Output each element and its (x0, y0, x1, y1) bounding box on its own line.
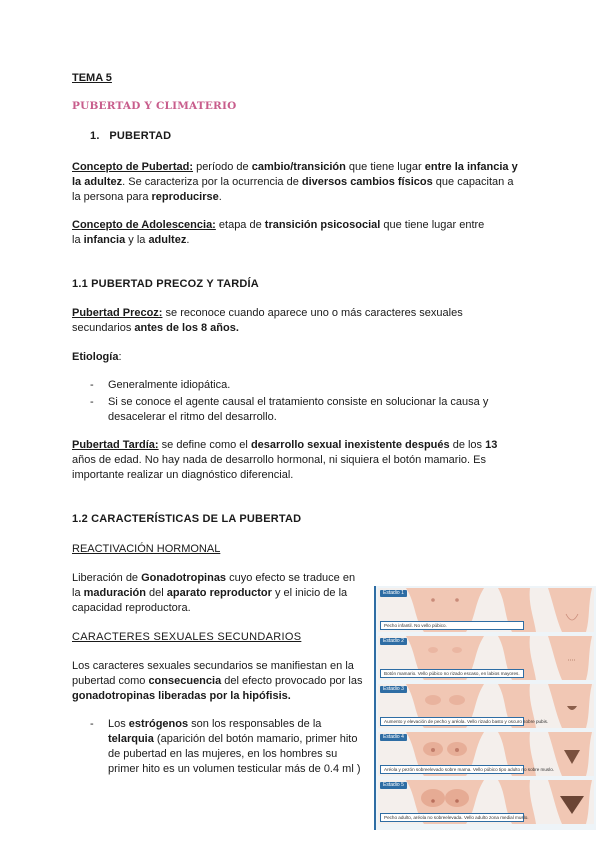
list-item: Si se conoce el agente causal el tratamiento consiste en solucionar la causa y (108, 396, 489, 408)
areola (431, 799, 435, 803)
estrogenos-line-1 (108, 717, 321, 732)
precoz-term: Pubertad Precoz: (72, 307, 163, 319)
list-bullet: - (90, 379, 94, 391)
areola (455, 598, 459, 602)
list-bullet: - (90, 396, 94, 408)
section-1-number: 1. (90, 130, 100, 142)
text: que capacitan a (432, 176, 514, 188)
text: etapa de (215, 219, 265, 231)
text: cuyo efecto se traduce en (226, 572, 356, 584)
doc-subtitle: PUBERTAD Y CLIMATERIO (72, 100, 237, 112)
breast (421, 789, 445, 807)
text: pubertad como (72, 675, 149, 687)
bold-text: estrógenos (128, 718, 189, 730)
text: de los (449, 439, 486, 451)
caracteres-heading: CARACTERES SEXUALES SECUNDARIOS (72, 631, 302, 643)
section-1-title: PUBERTAD (109, 130, 172, 142)
figure-edge (374, 586, 376, 830)
bold-text: Gonadotropinas (141, 572, 227, 584)
reactivacion-line-3: capacidad reproductora. (72, 602, 191, 614)
caracteres-line-2 (72, 674, 362, 689)
bold-text: telarquia (108, 733, 154, 745)
precoz-line-1 (72, 306, 463, 321)
stage-label: Estadio 5 (380, 782, 407, 789)
text: (aparición del botón mamario, primer hito (153, 733, 358, 745)
tardia-term: Pubertad Tardía: (72, 439, 159, 451)
text: del efecto provocado por las (221, 675, 363, 687)
text: : (118, 351, 122, 363)
pubertad-term: Concepto de Pubertad: (72, 161, 194, 173)
breast-bud (428, 647, 438, 653)
section-1-2-heading: 1.2 CARACTERÍSTICAS DE LA PUBERTAD (72, 513, 302, 525)
text: y la (125, 234, 149, 246)
stage-panel (378, 588, 594, 632)
areola (455, 799, 459, 803)
text: período de (193, 161, 252, 173)
text: . (186, 234, 190, 246)
caracteres-line-1: Los caracteres sexuales secundarios se manifiestan en la (72, 660, 354, 672)
bold-text: la adultez (72, 176, 123, 188)
pelvis (548, 636, 592, 680)
text: . Se caracteriza por la ocurrencia de (122, 176, 302, 188)
etiologia-term: Etiología (72, 351, 119, 363)
estrogenos-line-4: primer hito es un volumen testicular más de 0.4 ml ) (108, 763, 361, 775)
reactivacion-line-2 (72, 586, 347, 601)
pubertad-def-line-2 (72, 175, 513, 190)
breast-bud (452, 647, 462, 653)
bold-text: desarrollo sexual inexistente después (250, 439, 450, 451)
stage-label: Estadio 1 (380, 590, 407, 597)
text: secundarios (72, 322, 135, 334)
bold-text: cambio/transición (251, 161, 346, 173)
reactivacion-line-1 (72, 571, 355, 586)
stage-label: Estadio 2 (380, 638, 407, 645)
text: que tiene lugar (345, 161, 425, 173)
adolescencia-def-line-1 (72, 218, 484, 233)
bold-text: entre la infancia y (424, 161, 518, 173)
bold-text: consecuencia (148, 675, 222, 687)
precoz-line-2 (72, 321, 239, 336)
areola (431, 748, 435, 752)
text: Liberación de (72, 572, 142, 584)
stage-caption: Aumento y elevación de pecho y aréola. Vello rizado basto y oscuro sobre pubis. (380, 717, 524, 726)
caracteres-line-3: gonadotropinas liberadas por la hipófisis. (72, 690, 291, 702)
adolescencia-term: Concepto de Adolescencia: (72, 219, 216, 231)
text: la (72, 587, 84, 599)
bold-text: transición psicosocial (264, 219, 381, 231)
pubertad-def-line-1 (72, 160, 518, 175)
bold-text: reproducirse (151, 191, 219, 203)
areola (431, 598, 435, 602)
text: Los (108, 718, 129, 730)
text: del (145, 587, 167, 599)
breast (445, 789, 469, 807)
bold-text: diversos cambios físicos (301, 176, 433, 188)
text: se define como el (158, 439, 251, 451)
breast (425, 695, 441, 705)
stage-caption: Pecho infantil. No vello púbico. (380, 621, 524, 630)
reactivacion-heading: REACTIVACIÓN HORMONAL (72, 543, 221, 555)
text: . (218, 191, 222, 203)
areola (455, 748, 459, 752)
text: se reconoce cuando aparece uno o más caracteres sexuales (162, 307, 463, 319)
text: que tiene lugar entre (380, 219, 485, 231)
text: la persona para (72, 191, 152, 203)
list-item-continuation: desacelerar el ritmo del desarrollo. (108, 411, 277, 423)
list-item: Generalmente idiopática. (108, 379, 231, 391)
stage-panel (378, 636, 594, 680)
stage-panel (378, 780, 594, 824)
breast (449, 695, 465, 705)
section-1-1-heading: 1.1 PUBERTAD PRECOZ Y TARDÍA (72, 278, 259, 290)
section-1-heading (90, 130, 171, 142)
stage-label: Estadio 4 (380, 734, 407, 741)
estrogenos-line-2 (108, 732, 357, 747)
text: y el inicio de la (271, 587, 348, 599)
stage-caption: Pecho adulto, aréola no sobreelevada. Vello adulto zona medial muslo. (380, 813, 524, 822)
tardia-line-3: importante realizar un diagnóstico diferencial. (72, 469, 294, 481)
pelvis (548, 588, 592, 632)
adolescencia-def-line-2 (72, 233, 189, 248)
bold-text: infancia (83, 234, 126, 246)
bold-text: adultez (148, 234, 187, 246)
bold-text: 13 (485, 439, 498, 451)
bold-text: maduración (83, 587, 146, 599)
bold-text: antes de los 8 años. (134, 322, 239, 334)
stage-panel (378, 684, 594, 728)
doc-title: TEMA 5 (72, 72, 112, 84)
stage-label: Estadio 3 (380, 686, 407, 693)
stage-caption: Botón mamario. Vello púbico no rizado escaso, en labios mayores. (380, 669, 524, 678)
pubertad-def-line-3 (72, 190, 222, 205)
stage-caption: Aréola y pezón sobreelevado sobre mama. Vello púbico tipo adulto no sobre muslo. (380, 765, 524, 774)
etiologia-label (72, 350, 122, 365)
text: la (72, 234, 84, 246)
stage-panel (378, 732, 594, 776)
estrogenos-line-3: de pubertad en las mujeres, en los hombres su (108, 748, 338, 760)
text: son los responsables de la (188, 718, 322, 730)
bold-text: aparato reproductor (166, 587, 272, 599)
tardia-line-1 (72, 438, 497, 453)
tardia-line-2: años de edad. No hay nada de desarrollo hormonal, ni siquiera el botón mamario. Es (72, 454, 486, 466)
list-bullet: - (90, 718, 94, 730)
